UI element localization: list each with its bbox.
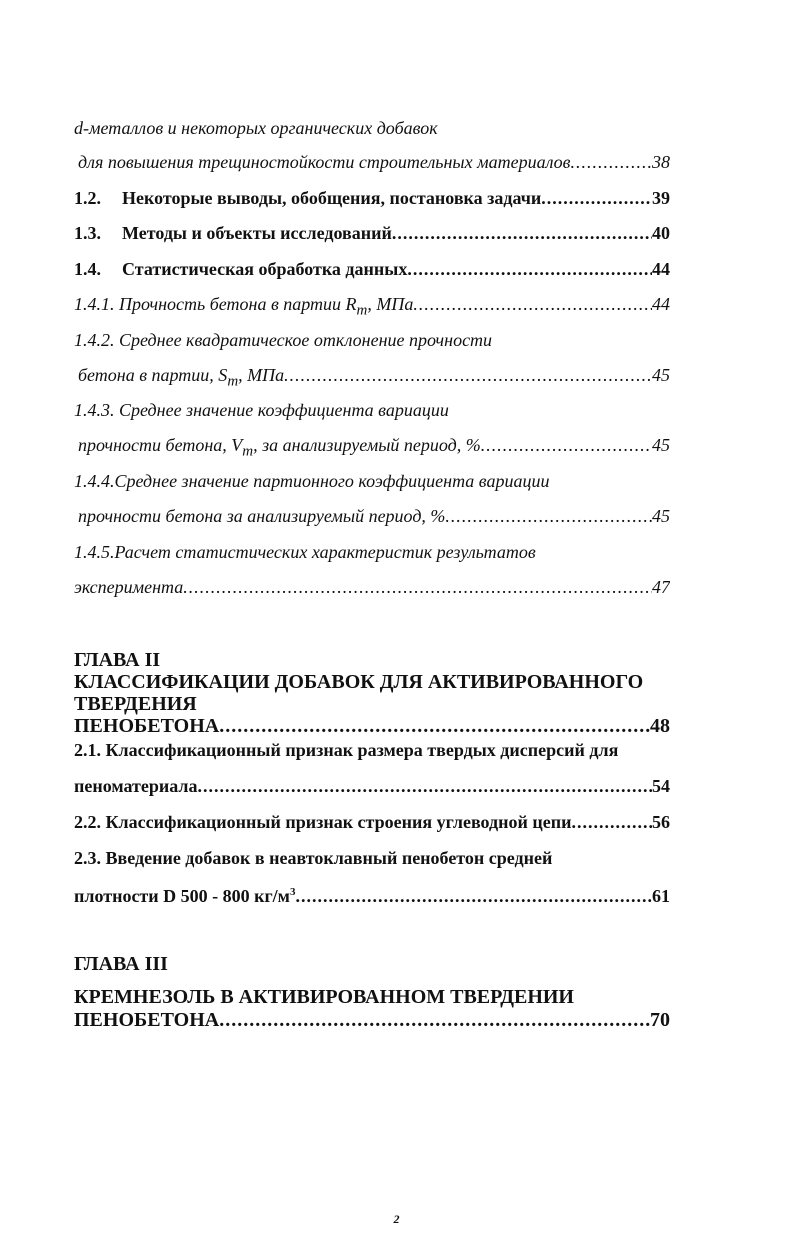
- dot-leader: [407, 257, 652, 281]
- toc-entry-line: [78, 150, 670, 174]
- toc-page-number: 54: [652, 776, 670, 796]
- toc-page-number: 47: [652, 577, 670, 597]
- toc-entry-text: 1.4.1. Прочность бетона в партии R: [74, 294, 357, 314]
- chapter-title: ТВЕРДЕНИЯ: [74, 693, 197, 715]
- dot-leader: [445, 504, 652, 528]
- toc-entry-text: 1.4.3. Среднее значение коэффициента вариации: [74, 400, 449, 420]
- toc-page-number: 61: [652, 886, 670, 906]
- toc-entry-line: [74, 540, 670, 564]
- toc-entry-line: [78, 363, 670, 394]
- dot-leader: [571, 810, 652, 834]
- toc-page-number: 40: [652, 223, 670, 243]
- dot-leader: [413, 292, 652, 316]
- toc-entry-line: [74, 398, 670, 422]
- toc-page-number: 39: [652, 188, 670, 208]
- toc-page-number: 70: [650, 1009, 670, 1031]
- toc-page-number: 44: [652, 294, 670, 314]
- toc-page-number: 45: [652, 506, 670, 526]
- chapter-title: КРЕМНЕЗОЛЬ В АКТИВИРОВАННОМ ТВЕРДЕНИИ: [74, 986, 574, 1008]
- toc-entry-text: 2.3. Введение добавок в неавтоклавный пенобетон средней: [74, 848, 553, 868]
- dot-leader: [284, 363, 652, 387]
- subscript: m: [356, 302, 368, 319]
- toc-entry-line: [74, 880, 670, 908]
- toc-entry-text: Некоторые выводы, обобщения, постановка задачи: [122, 188, 542, 208]
- toc-entry-text: Статистическая обработка данных: [122, 259, 408, 279]
- toc-page-number: 56: [652, 812, 670, 832]
- toc-entry-text: плотности D 500 - 800 кг/м: [74, 886, 290, 906]
- dot-leader: [198, 774, 652, 798]
- subscript: m: [227, 373, 239, 390]
- dot-leader: [392, 221, 652, 245]
- toc-entry-1-4-1: [74, 292, 670, 323]
- toc-entry-text: пеноматериала: [74, 776, 198, 796]
- toc-entry-line: [78, 504, 670, 528]
- toc-entry-text: , за анализируемый период, %: [253, 435, 481, 455]
- toc-entry-text: , МПа: [367, 294, 414, 314]
- toc-entry-line: [74, 774, 670, 798]
- section-number: 1.4.: [74, 259, 101, 279]
- toc-entry-text: бетона в партии, S: [78, 365, 228, 385]
- toc-page-number: 38: [652, 152, 670, 172]
- toc-entry-text: 1.4.5.Расчет статистических характеристик результатов: [74, 542, 536, 562]
- chapter-title: КЛАССИФИКАЦИИ ДОБАВОК ДЛЯ АКТИВИРОВАННОГО: [74, 671, 644, 693]
- chapter-title: ПЕНОБЕТОНА: [74, 715, 220, 737]
- toc-entry-line: [78, 433, 670, 464]
- toc-entry-text: 1.4.4.Среднее значение партионного коэффициента вариации: [74, 471, 550, 491]
- toc-page-number: 45: [652, 435, 670, 455]
- toc-entry-line: [74, 575, 670, 599]
- toc-entry-1-3: [74, 221, 670, 245]
- toc-entry-text: 2.1. Классификационный признак размера твердых дисперсий для: [74, 740, 619, 760]
- toc-entry-text: Методы и объекты исследований: [122, 223, 392, 243]
- section-number: 1.2.: [74, 188, 101, 208]
- toc-entry-line: [74, 116, 670, 140]
- chapter-title-line: [74, 714, 670, 738]
- toc-entry-line: [74, 738, 670, 762]
- dot-leader: [570, 150, 652, 174]
- toc-entry-line: [74, 846, 670, 870]
- dot-leader: [295, 884, 652, 908]
- superscript: 3: [289, 886, 296, 898]
- toc-entry-line: [74, 328, 670, 352]
- dot-leader: [219, 1008, 650, 1032]
- toc-page-number: 45: [652, 365, 670, 385]
- toc-entry-2-2: [74, 810, 670, 834]
- toc-entry-text: , МПа: [238, 365, 285, 385]
- dot-leader: [481, 433, 652, 457]
- dot-leader: [541, 186, 652, 210]
- dot-leader: [183, 575, 652, 599]
- chapter-label: ГЛАВА III: [74, 953, 168, 975]
- toc-page-number: 44: [652, 259, 670, 279]
- toc-entry-text: d-металлов и некоторых органических добавок: [74, 118, 438, 138]
- chapter-title: ПЕНОБЕТОНА: [74, 1009, 220, 1031]
- page-folio: 2: [393, 1212, 400, 1226]
- chapter-title-line: [74, 1008, 670, 1032]
- toc-entry-line: [74, 469, 670, 493]
- toc-entry-text: для повышения трещиностойкости строительных материалов: [78, 152, 571, 172]
- toc-entry-1-4: [74, 257, 670, 281]
- toc-page-number: 48: [650, 715, 670, 737]
- toc-entry-text: 2.2. Классификационный признак строения углеводной цепи: [74, 812, 572, 832]
- toc-entry-text: 1.4.2. Среднее квадратическое отклонение прочности: [74, 330, 493, 350]
- section-number: 1.3.: [74, 223, 101, 243]
- toc-entry-text: прочности бетона за анализируемый период, %: [78, 506, 446, 526]
- subscript: m: [242, 443, 254, 460]
- dot-leader: [219, 714, 650, 738]
- toc-entry-text: прочности бетона, V: [78, 435, 243, 455]
- toc-entry-text: эксперимента: [74, 577, 184, 597]
- toc-entry-1-2: [74, 186, 670, 210]
- chapter-label: ГЛАВА II: [74, 649, 161, 671]
